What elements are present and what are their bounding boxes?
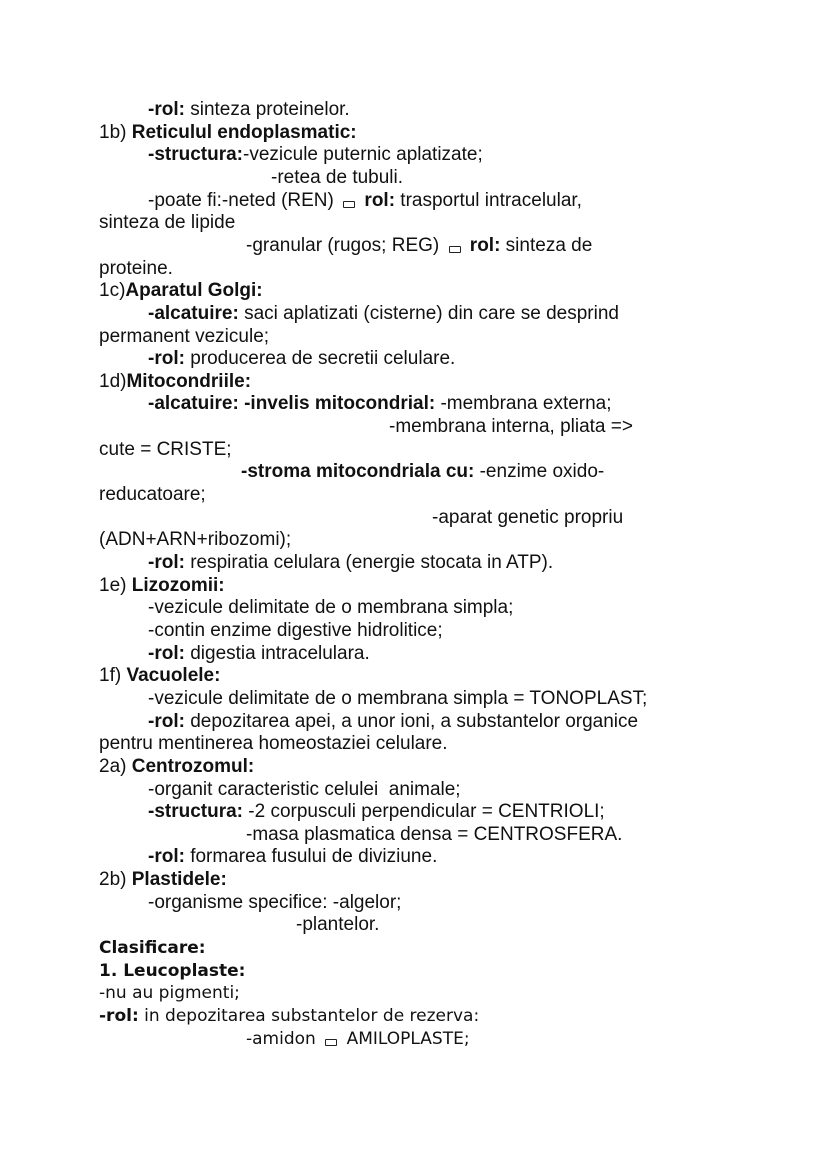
text-line	[99, 280, 263, 302]
bold-text: rol:	[464, 234, 501, 256]
missing-glyph-box-icon	[325, 1039, 337, 1046]
text: -organit caracteristic celulei animale;	[148, 778, 461, 800]
bold-text: Mitocondriile:	[126, 370, 252, 392]
text: sinteza de	[500, 234, 593, 256]
text: -masa plasmatica densa = CENTROSFERA.	[246, 823, 623, 845]
text: -2 corpusculi perpendicular = CENTRIOLI;	[243, 801, 605, 823]
text-line	[148, 190, 582, 212]
bold-text: Lizozomii:	[131, 574, 225, 596]
text-line	[246, 235, 592, 257]
bold-text: 1. Leucoplaste:	[99, 960, 246, 981]
text: -organisme specifice: -algelor;	[148, 891, 402, 913]
bold-text: -rol:	[148, 846, 185, 868]
bold-text: Centrozomul:	[131, 755, 255, 777]
text: -nu au pigmenti;	[99, 983, 240, 1004]
text-line	[241, 461, 604, 483]
text-line	[99, 1005, 479, 1027]
text: reducatoare;	[99, 484, 206, 506]
text: trasportul intracelular,	[395, 189, 582, 211]
text: 2a)	[99, 755, 132, 777]
bold-text: Plastidele:	[131, 869, 227, 891]
text: 1f)	[99, 665, 127, 687]
text-line	[296, 914, 379, 936]
bold-text: Reticulul endoplasmatic:	[131, 121, 357, 143]
text-line	[148, 779, 461, 801]
text: 1d)	[99, 370, 127, 392]
text: formarea fusului de diviziune.	[184, 846, 438, 868]
text-line	[148, 99, 350, 121]
text-line	[99, 484, 206, 506]
text: -plantelor.	[296, 914, 380, 936]
text-line	[99, 575, 225, 597]
text-line	[148, 303, 619, 325]
text: 2b)	[99, 869, 132, 891]
bold-text: -rol:	[148, 552, 185, 573]
text-line	[99, 529, 291, 551]
missing-glyph-box-icon	[343, 201, 355, 208]
text: -granular (rugos; REG)	[246, 234, 445, 256]
text-line	[148, 620, 443, 642]
text-line	[148, 144, 483, 166]
text-line	[99, 212, 235, 234]
text-line	[148, 552, 553, 574]
text-line	[246, 824, 622, 846]
bold-text: -stroma mitocondriala cu:	[241, 461, 475, 483]
bold-text: -rol:	[148, 348, 185, 370]
text-line	[148, 643, 370, 665]
text: -vezicule delimitate de o membrana simpla = TONOPLAST;	[148, 687, 648, 709]
text: producerea de secretii celulare.	[184, 348, 456, 370]
bold-text: -rol:	[148, 710, 185, 732]
text-line	[99, 665, 220, 687]
text-line	[148, 393, 612, 415]
text: 1e)	[99, 574, 132, 596]
text: pentru mentinerea homeostaziei celulare.	[99, 733, 448, 755]
text-line	[99, 371, 251, 393]
text-line	[99, 326, 269, 348]
bold-text: -structura:	[148, 144, 244, 166]
text: proteine.	[99, 257, 173, 279]
text-line	[148, 846, 437, 868]
text-line	[99, 756, 254, 778]
missing-glyph-box-icon	[449, 246, 461, 253]
text-line	[99, 439, 232, 461]
text-line	[99, 122, 357, 144]
text: depozitarea apei, a unor ioni, a substantelor organice	[184, 710, 639, 732]
text: saci aplatizati (cisterne) din care se desprind	[238, 302, 619, 324]
text: -membrana interna, pliata =>	[389, 416, 633, 438]
bold-text: -structura:	[148, 801, 244, 823]
text-line	[148, 688, 647, 710]
text-line	[246, 1028, 470, 1050]
text: -retea de tubuli.	[271, 166, 404, 188]
text: -contin enzime digestive hidrolitice;	[148, 619, 443, 641]
text-line	[99, 733, 448, 755]
text-line	[389, 416, 633, 438]
text-line	[432, 507, 623, 529]
text-line	[148, 711, 638, 733]
text: digestia intracelulara.	[184, 642, 370, 664]
text: -membrana externa;	[435, 393, 612, 415]
text: -vezicule delimitate de o membrana simpla;	[148, 597, 514, 619]
text: -vezicule puternic aplatizate;	[243, 144, 483, 166]
text: 1c)	[99, 280, 126, 302]
text-line	[148, 348, 455, 370]
text: sinteza de lipide	[99, 212, 236, 234]
bold-text: -alcatuire: -invelis mitocondrial:	[148, 393, 436, 415]
bold-text: Aparatul Golgi:	[125, 280, 263, 302]
text-line	[148, 801, 605, 823]
text: respiratia celulara (energie stocata in ATP).	[184, 552, 554, 573]
text-line	[99, 258, 173, 280]
text: 1b)	[99, 121, 132, 143]
text: in depozitarea substantelor de rezerva:	[138, 1006, 480, 1026]
text-line	[148, 892, 401, 914]
text: cute = CRISTE;	[99, 438, 232, 460]
text: -aparat genetic propriu	[432, 506, 624, 528]
text-line	[99, 937, 206, 959]
bold-text: -rol:	[148, 642, 185, 664]
bold-text: Clasificare:	[99, 938, 206, 959]
text-line	[99, 960, 245, 982]
bold-text: rol:	[359, 189, 396, 211]
text: -amidon	[246, 1028, 322, 1049]
text: -enzime oxido-	[474, 461, 605, 483]
bold-text: -alcatuire:	[148, 302, 239, 324]
text: AMILOPLASTE;	[341, 1028, 470, 1049]
text-line	[99, 869, 227, 891]
bold-text: Vacuolele:	[126, 665, 221, 687]
text-line	[148, 597, 513, 619]
text: sinteza proteinelor.	[184, 99, 350, 120]
text-line	[271, 167, 403, 189]
text: permanent vezicule;	[99, 325, 270, 347]
bold-text: -rol:	[99, 1006, 139, 1026]
text: (ADN+ARN+ribozomi);	[99, 529, 292, 551]
text-line	[99, 982, 240, 1004]
text: -poate fi:-neted (REN)	[148, 189, 340, 211]
bold-text: -rol:	[148, 99, 185, 120]
